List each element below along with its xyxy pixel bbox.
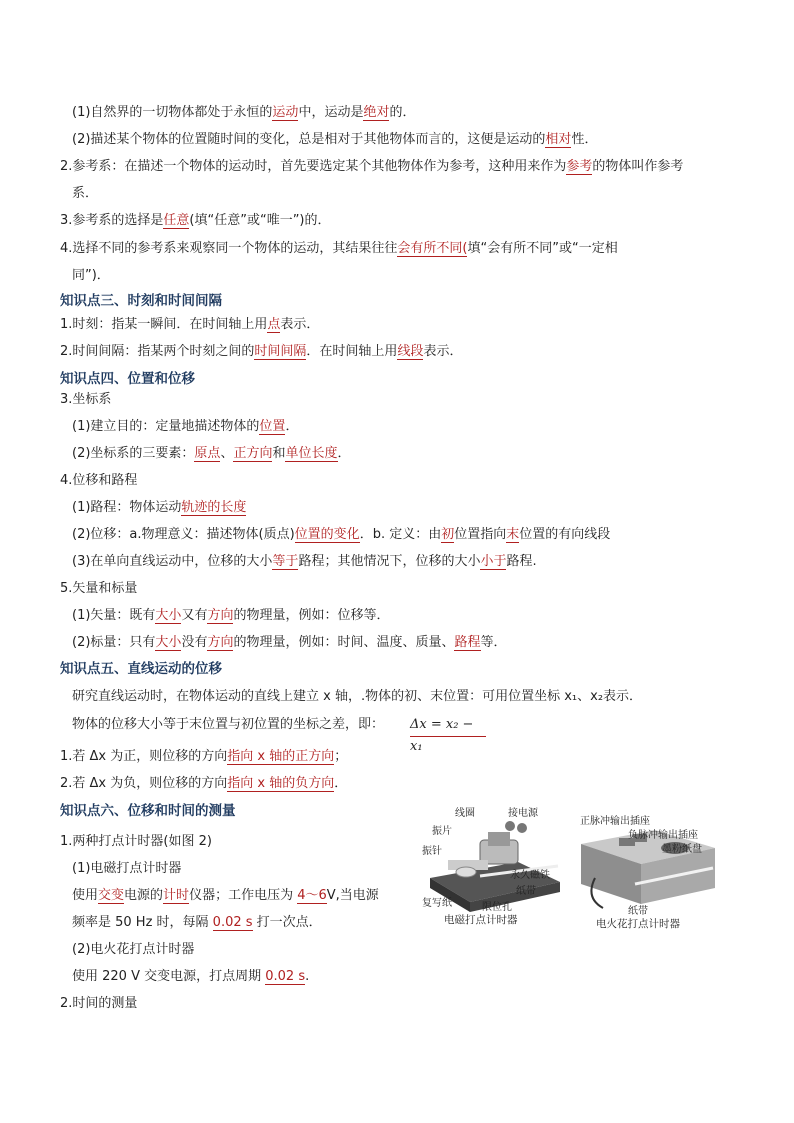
line-text: 知识点六、位移和时间的测量 bbox=[60, 803, 236, 819]
label-paper-tape: 纸带 bbox=[628, 906, 648, 917]
answer-blank: 时间间隔 bbox=[254, 344, 307, 359]
line-text: (3)在单向直线运动中，位移的大小 bbox=[72, 554, 273, 569]
label-carbon-paper: 复写纸 bbox=[422, 898, 452, 909]
answer-blank: 位置的变化 bbox=[294, 527, 360, 542]
answer-blank: 大小 bbox=[155, 608, 182, 623]
caption-electromagnetic: 电磁打点计时器 bbox=[444, 914, 518, 926]
label-needle: 振针 bbox=[422, 846, 442, 857]
answer-blank: 初 bbox=[441, 527, 455, 542]
line-text: 和 bbox=[272, 446, 286, 461]
answer-blank: 参考 bbox=[566, 159, 593, 174]
answer-blank: 方向 bbox=[207, 635, 234, 650]
line-text: 使用 220 V 交变电源，打点周期 bbox=[72, 969, 266, 984]
line-text: (2)电火花打点计时器 bbox=[72, 942, 195, 957]
line-text: (2)描述某个物体的位置随时间的变化，总是相对于其他物体而言的，这便是运动的 bbox=[72, 132, 546, 147]
line-text: 使用 bbox=[72, 888, 99, 903]
line-text: 填“会有所不同”或“一定相 bbox=[467, 241, 618, 256]
answer-blank: 指向 x 轴的正方向 bbox=[227, 749, 335, 764]
text-line bbox=[72, 941, 194, 959]
line-text: (1)路程：物体运动 bbox=[72, 500, 182, 515]
line-text: 位置的有向线段 bbox=[519, 527, 611, 542]
line-text: 4.选择不同的参考系来观察同一个物体的运动，其结果往往 bbox=[60, 241, 398, 256]
line-text: 的． bbox=[389, 105, 416, 120]
label-coil: 线圈 bbox=[455, 808, 475, 819]
line-text: ． bbox=[337, 446, 351, 461]
answer-blank: 绝对 bbox=[363, 105, 390, 120]
line-text: ； bbox=[334, 749, 348, 764]
text-line bbox=[72, 418, 298, 436]
text-line bbox=[60, 995, 137, 1013]
text-line bbox=[60, 316, 319, 334]
text-line bbox=[72, 887, 379, 905]
line-text: 1.若 Δx 为正，则位移的方向 bbox=[60, 749, 228, 764]
text-line bbox=[60, 391, 111, 409]
label-tape: 纸带 bbox=[516, 886, 536, 897]
line-text: (1)矢量：既有 bbox=[72, 608, 156, 623]
line-text: 频率是 50 Hz 时，每隔 bbox=[72, 915, 213, 930]
label-toner-disk: 墨粉纸盘 bbox=[662, 844, 702, 855]
text-line bbox=[72, 553, 537, 571]
line-text: 位置指向 bbox=[454, 527, 507, 542]
line-text: 表示． bbox=[423, 344, 463, 359]
text-line bbox=[60, 833, 212, 851]
line-text: ．在时间轴上用 bbox=[306, 344, 398, 359]
answer-blank: 0.02 s bbox=[212, 915, 253, 930]
line-text: 2.时间的测量 bbox=[60, 996, 138, 1011]
line-text: ．b. 定义：由 bbox=[359, 527, 442, 542]
section-heading bbox=[60, 292, 222, 310]
answer-blank: 会有所不同( bbox=[397, 241, 468, 256]
line-text: (1)自然界的一切物体都处于永恒的 bbox=[72, 105, 273, 120]
line-text: 4.位移和路程 bbox=[60, 473, 138, 488]
label-limit-hole: 限位孔 bbox=[482, 902, 512, 913]
text-line bbox=[60, 580, 137, 598]
answer-blank: 计时 bbox=[163, 888, 190, 903]
line-text: (1)电磁打点计时器 bbox=[72, 861, 182, 876]
text-line bbox=[60, 240, 618, 258]
text-line bbox=[72, 131, 597, 149]
label-vibrating-plate: 振片 bbox=[432, 826, 452, 837]
answer-blank: 线段 bbox=[397, 344, 424, 359]
answer-blank: 运动 bbox=[272, 105, 299, 120]
answer-blank: 小于 bbox=[480, 554, 507, 569]
line-text: 研究直线运动时，在物体运动的直线上建立 x 轴，.物体的初、末位置：可用位置坐标 x₁、x₂表示． bbox=[72, 689, 643, 704]
line-text: 同”)． bbox=[72, 268, 110, 283]
text-line bbox=[72, 716, 384, 734]
line-text: (填“任意”或“唯一”)的． bbox=[189, 213, 331, 228]
answer-blank: 指向 x 轴的负方向 bbox=[227, 776, 335, 791]
answer-blank: 轨迹的长度 bbox=[181, 500, 247, 515]
line-text: 2.时间间隔：指某两个时刻之间的 bbox=[60, 344, 255, 359]
caption-spark: 电火花打点计时器 bbox=[596, 918, 680, 930]
answer-blank: 路程 bbox=[454, 635, 481, 650]
answer-blank: 交变 bbox=[98, 888, 125, 903]
answer-blank: 末 bbox=[506, 527, 520, 542]
line-text: V,当电源 bbox=[326, 888, 379, 903]
answer-blank: 相对 bbox=[545, 132, 572, 147]
line-text: 打一次点． bbox=[252, 915, 322, 930]
label-power: 接电源 bbox=[508, 808, 538, 819]
answer-blank: 方向 bbox=[207, 608, 234, 623]
label-magnet: 永久磁铁 bbox=[510, 870, 550, 881]
line-text: . bbox=[305, 969, 310, 984]
line-text: 物体的位移大小等于末位置与初位置的坐标之差，即： bbox=[72, 717, 385, 732]
line-text: 的物理量，例如：位移等． bbox=[233, 608, 390, 623]
answer-blank: 单位长度 bbox=[285, 446, 338, 461]
line-text: (2)标量：只有 bbox=[72, 635, 156, 650]
section-heading bbox=[60, 660, 222, 678]
line-text: 知识点四、位置和位移 bbox=[60, 371, 195, 387]
label-positive-socket: 正脉冲输出插座 bbox=[580, 816, 650, 827]
answer-blank: 大小 bbox=[155, 635, 182, 650]
line-text: 、 bbox=[220, 446, 234, 461]
answer-blank: 任意 bbox=[163, 213, 190, 228]
text-line bbox=[72, 499, 246, 517]
answer-blank: 0.02 s bbox=[265, 969, 306, 984]
line-text: ． bbox=[285, 419, 299, 434]
line-text: 1.两种打点计时器(如图 2) bbox=[60, 834, 212, 849]
text-line bbox=[72, 968, 309, 986]
line-text: 又有 bbox=[181, 608, 208, 623]
text-line bbox=[72, 104, 415, 122]
text-line bbox=[72, 860, 181, 878]
answer-blank: 4～6 bbox=[297, 888, 327, 903]
text-line bbox=[60, 158, 683, 176]
line-text: 表示． bbox=[280, 317, 320, 332]
line-text: 系． bbox=[72, 186, 99, 201]
line-text: 没有 bbox=[181, 635, 208, 650]
answer-blank: 位置 bbox=[259, 419, 286, 434]
line-text: (2)位移：a.物理意义：描述物体(质点) bbox=[72, 527, 295, 542]
line-text: 知识点五、直线运动的位移 bbox=[60, 661, 222, 677]
line-text: 的物体叫作参考 bbox=[592, 159, 684, 174]
line-text: 知识点三、时刻和时间间隔 bbox=[60, 293, 222, 309]
line-text: (2)坐标系的三要素： bbox=[72, 446, 195, 461]
line-text: 路程；其他情况下，位移的大小 bbox=[298, 554, 481, 569]
label-negative-socket: 负脉冲输出插座 bbox=[628, 830, 698, 841]
text-line bbox=[60, 212, 331, 230]
line-text: (1)建立目的：定量地描述物体的 bbox=[72, 419, 260, 434]
text-line bbox=[72, 688, 642, 706]
answer-blank: 点 bbox=[267, 317, 281, 332]
line-text: 3.参考系的选择是 bbox=[60, 213, 164, 228]
answer-blank: 正方向 bbox=[233, 446, 273, 461]
line-text: 性． bbox=[571, 132, 598, 147]
text-line bbox=[72, 607, 389, 625]
text-line bbox=[72, 267, 110, 285]
line-text: 中，运动是 bbox=[298, 105, 364, 120]
text-line bbox=[72, 526, 610, 544]
answer-blank: 原点 bbox=[194, 446, 221, 461]
line-text: 电源的 bbox=[124, 888, 164, 903]
text-line bbox=[72, 445, 351, 463]
line-text: 2.若 Δx 为负，则位移的方向 bbox=[60, 776, 228, 791]
line-text: 等． bbox=[480, 635, 507, 650]
text-line bbox=[60, 472, 137, 490]
line-text: 5.矢量和标量 bbox=[60, 581, 138, 596]
text-line bbox=[60, 748, 347, 766]
line-text: 仪器；工作电压为 bbox=[189, 888, 298, 903]
line-text: 2.参考系：在描述一个物体的运动时，首先要选定某个其他物体作为参考，这种用来作为 bbox=[60, 159, 567, 174]
displacement-formula: Δx = x₂ − x₁ bbox=[410, 714, 486, 737]
line-text: 的物理量，例如：时间、温度、质量、 bbox=[233, 635, 455, 650]
text-line bbox=[60, 775, 347, 793]
line-text: 3.坐标系 bbox=[60, 392, 112, 407]
text-line bbox=[72, 185, 98, 203]
answer-blank: 等于 bbox=[272, 554, 299, 569]
text-line bbox=[72, 914, 322, 932]
line-text: ． bbox=[334, 776, 348, 791]
text-line bbox=[60, 343, 462, 361]
section-heading bbox=[60, 370, 195, 388]
text-line bbox=[72, 634, 507, 652]
line-text: 1.时刻：指某一瞬间．在时间轴上用 bbox=[60, 317, 268, 332]
section-heading bbox=[60, 802, 236, 820]
line-text: 路程. bbox=[506, 554, 537, 569]
